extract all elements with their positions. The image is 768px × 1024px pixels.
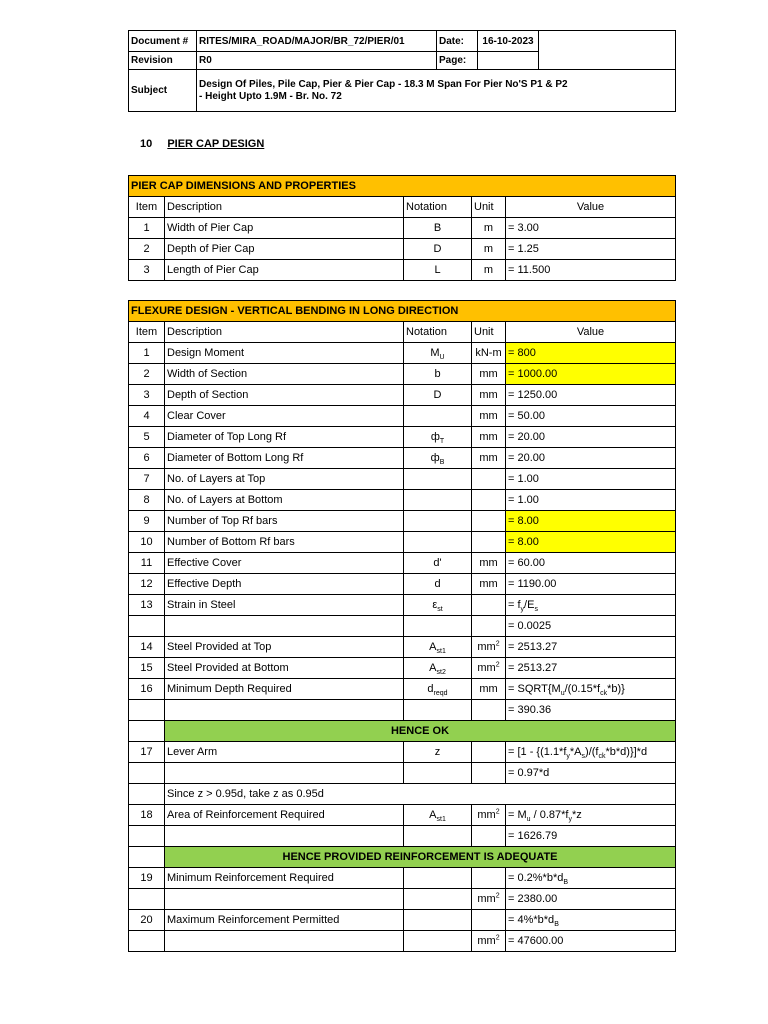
table-row (129, 658, 676, 679)
row-item: 17 (129, 742, 165, 763)
col-value: Value (506, 322, 676, 343)
notation-subscript: st (437, 605, 443, 613)
row-item: 10 (129, 532, 165, 553)
row-notation: B (404, 218, 472, 239)
blank-cell (404, 616, 472, 637)
row-value: = 8.00 (506, 532, 676, 553)
row-value: = 1000.00 (506, 364, 676, 385)
row-item: 8 (129, 490, 165, 511)
row-description: Maximum Reinforcement Permitted (165, 910, 404, 931)
blank-cell (472, 616, 506, 637)
row-notation (404, 427, 472, 448)
unit-text: mm (477, 808, 496, 821)
table-row (129, 427, 676, 448)
row-unit: mm (472, 364, 506, 385)
row-value: = 2380.00 (506, 889, 676, 910)
row-value: = 1.00 (506, 469, 676, 490)
result-row (129, 847, 676, 868)
doc-number-label: Document # (129, 31, 197, 52)
row-unit (472, 868, 506, 889)
unit-text: mm (477, 661, 496, 674)
row-unit: mm (472, 553, 506, 574)
notation-symbol: d (427, 682, 434, 695)
row-description: Minimum Depth Required (165, 679, 404, 700)
subject-line-1: Design Of Piles, Pile Cap, Pier & Pier Cap - 18.3 M Span For Pier No'S P1 & P2 (199, 78, 568, 90)
formula-part: = 0.2%*b*d (508, 871, 564, 884)
row-notation: b (404, 364, 472, 385)
row-notation (404, 868, 472, 889)
header-blank-cell (539, 31, 676, 70)
row-item: 1 (129, 218, 165, 239)
row-item: 2 (129, 364, 165, 385)
row-description: Steel Provided at Top (165, 637, 404, 658)
row-item: 13 (129, 595, 165, 616)
doc-number-value: RITES/MIRA_ROAD/MAJOR/BR_72/PIER/01 (197, 31, 437, 52)
table-row (129, 385, 676, 406)
row-notation (404, 637, 472, 658)
row-description: Number of Bottom Rf bars (165, 532, 404, 553)
col-notation: Notation (404, 322, 472, 343)
row-value: = 20.00 (506, 448, 676, 469)
row-value: = 3.00 (506, 218, 676, 239)
formula-part: *A (569, 745, 582, 758)
table-row (129, 595, 676, 616)
row-value: = 800 (506, 343, 676, 364)
formula-part: )/(f (585, 745, 599, 758)
row-unit: m (472, 260, 506, 281)
table-row-continuation (129, 826, 676, 847)
row-unit (472, 931, 506, 952)
row-description: Length of Pier Cap (165, 260, 404, 281)
formula-subscript: y (566, 752, 570, 760)
row-notation: z (404, 742, 472, 763)
notation-symbol: ε (432, 598, 438, 611)
row-unit (472, 595, 506, 616)
formula-part: / 0.87*f (530, 808, 569, 821)
unit-superscript: 2 (495, 660, 500, 668)
formula-part: *b*d)}]*d (605, 745, 648, 758)
row-description: Width of Section (165, 364, 404, 385)
row-description: Clear Cover (165, 406, 404, 427)
row-unit (472, 490, 506, 511)
row-description: Lever Arm (165, 742, 404, 763)
table-row-continuation (129, 931, 676, 952)
row-value: = 2513.27 (506, 637, 676, 658)
notation-subscript: B (439, 458, 445, 466)
row-unit: mm (472, 406, 506, 427)
formula-subscript: s (534, 605, 538, 613)
col-item: Item (129, 322, 165, 343)
table-row (129, 448, 676, 469)
row-unit: mm (472, 574, 506, 595)
col-unit: Unit (472, 322, 506, 343)
formula-part: = M (508, 808, 527, 821)
row-notation: D (404, 239, 472, 260)
formula-part: = SQRT{M (508, 682, 561, 695)
notation-symbol: ф (430, 451, 440, 464)
formula-part: = f (508, 598, 521, 611)
row-unit (472, 742, 506, 763)
row-notation: D (404, 385, 472, 406)
table-row (129, 910, 676, 931)
row-formula (506, 679, 676, 700)
row-value: = 1.25 (506, 239, 676, 260)
blank-cell (165, 889, 404, 910)
table-title: FLEXURE DESIGN - VERTICAL BENDING IN LONG DIRECTION (129, 301, 676, 322)
formula-subscript: B (554, 920, 559, 928)
row-item: 5 (129, 427, 165, 448)
unit-text: mm (477, 892, 496, 905)
blank-cell (404, 763, 472, 784)
blank-cell (129, 931, 165, 952)
notation-subscript: st2 (436, 668, 446, 676)
subject-label: Subject (129, 70, 197, 112)
row-notation (404, 805, 472, 826)
row-item: 3 (129, 260, 165, 281)
table-row (129, 239, 676, 260)
row-unit (472, 889, 506, 910)
table-row (129, 406, 676, 427)
notation-subscript: U (439, 353, 445, 361)
hence-adequate-banner: HENCE PROVIDED REINFORCEMENT IS ADEQUATE (165, 847, 676, 868)
row-value: = 0.97*d (506, 763, 676, 784)
blank-cell (404, 700, 472, 721)
note-row (129, 784, 676, 805)
row-item: 3 (129, 385, 165, 406)
revision-value: R0 (197, 52, 437, 70)
table-row (129, 469, 676, 490)
row-description: Effective Cover (165, 553, 404, 574)
row-notation (404, 679, 472, 700)
notation-subscript: reqd (433, 689, 448, 697)
row-description: Minimum Reinforcement Required (165, 868, 404, 889)
row-unit (472, 637, 506, 658)
section-title: PIER CAP DESIGN (167, 138, 265, 150)
blank-cell (165, 616, 404, 637)
row-unit: mm (472, 427, 506, 448)
formula-subscript: y (520, 605, 525, 613)
table-row (129, 868, 676, 889)
since-note: Since z > 0.95d, take z as 0.95d (165, 784, 676, 805)
row-value: = 11.500 (506, 260, 676, 281)
row-value: = 1.00 (506, 490, 676, 511)
formula-subscript: B (563, 878, 569, 886)
table-row (129, 742, 676, 763)
flexure-design-table (128, 300, 676, 952)
row-unit: mm (472, 679, 506, 700)
row-notation (404, 448, 472, 469)
blank-cell (165, 763, 404, 784)
table-row (129, 637, 676, 658)
row-formula (506, 868, 676, 889)
blank-cell (129, 763, 165, 784)
notation-symbol: ф (430, 430, 440, 443)
row-notation (404, 343, 472, 364)
subject-value (197, 70, 676, 112)
row-description: Design Moment (165, 343, 404, 364)
table-header-row (129, 197, 676, 218)
table-row (129, 260, 676, 281)
row-notation (404, 469, 472, 490)
row-value: = 8.00 (506, 511, 676, 532)
blank-cell (472, 763, 506, 784)
blank-cell (404, 826, 472, 847)
row-value: = 47600.00 (506, 931, 676, 952)
row-unit (472, 511, 506, 532)
row-notation (404, 595, 472, 616)
row-item: 6 (129, 448, 165, 469)
row-value: = 0.0025 (506, 616, 676, 637)
formula-subscript: u (560, 689, 565, 697)
blank-cell (404, 931, 472, 952)
row-unit (472, 910, 506, 931)
row-description: No. of Layers at Top (165, 469, 404, 490)
hence-ok-banner: HENCE OK (165, 721, 676, 742)
row-unit: m (472, 218, 506, 239)
section-number: 10 (140, 138, 153, 150)
row-unit (472, 469, 506, 490)
table-row-continuation (129, 700, 676, 721)
row-notation: L (404, 260, 472, 281)
blank-cell (129, 826, 165, 847)
formula-part: *z (571, 808, 582, 821)
notation-subscript: st1 (436, 647, 446, 655)
row-formula (506, 742, 676, 763)
notation-symbol: M (430, 346, 440, 359)
notation-symbol: A (429, 808, 437, 821)
result-row (129, 721, 676, 742)
col-notation: Notation (404, 197, 472, 218)
row-description: Area of Reinforcement Required (165, 805, 404, 826)
blank-cell (472, 700, 506, 721)
row-unit (472, 805, 506, 826)
row-value: = 20.00 (506, 427, 676, 448)
formula-subscript: s (581, 752, 586, 760)
revision-label: Revision (129, 52, 197, 70)
table-row (129, 490, 676, 511)
col-description: Description (165, 322, 404, 343)
row-value: = 2513.27 (506, 658, 676, 679)
formula-part: /(0.15*f (564, 682, 601, 695)
row-description: Strain in Steel (165, 595, 404, 616)
row-formula (506, 595, 676, 616)
table-row (129, 679, 676, 700)
formula-subscript: y (568, 815, 572, 823)
row-description: Diameter of Bottom Long Rf (165, 448, 404, 469)
row-item: 19 (129, 868, 165, 889)
table-row (129, 805, 676, 826)
row-description: Depth of Pier Cap (165, 239, 404, 260)
blank-cell (129, 616, 165, 637)
row-notation (404, 658, 472, 679)
col-unit: Unit (472, 197, 506, 218)
row-notation (404, 532, 472, 553)
table-row (129, 218, 676, 239)
blank-cell (165, 826, 404, 847)
table-row-continuation (129, 616, 676, 637)
row-unit (472, 532, 506, 553)
blank-cell (129, 700, 165, 721)
row-item: 14 (129, 637, 165, 658)
row-item: 12 (129, 574, 165, 595)
row-item: 2 (129, 239, 165, 260)
page-label: Page: (437, 52, 478, 70)
row-notation (404, 406, 472, 427)
formula-subscript: ck (600, 689, 608, 697)
row-item: 1 (129, 343, 165, 364)
row-description: Depth of Section (165, 385, 404, 406)
row-unit: mm (472, 385, 506, 406)
notation-subscript: st1 (436, 815, 446, 823)
row-description: Steel Provided at Bottom (165, 658, 404, 679)
blank-cell (129, 721, 165, 742)
blank-cell (165, 931, 404, 952)
blank-cell (129, 784, 165, 805)
blank-cell (165, 700, 404, 721)
row-value: = 1190.00 (506, 574, 676, 595)
table-row (129, 511, 676, 532)
row-unit (472, 658, 506, 679)
formula-part: *b)} (607, 682, 625, 695)
row-notation: d' (404, 553, 472, 574)
formula-subscript: ck (598, 752, 606, 760)
table-row (129, 532, 676, 553)
unit-text: mm (477, 934, 496, 947)
row-formula (506, 805, 676, 826)
table-row-continuation (129, 889, 676, 910)
unit-superscript: 2 (495, 807, 500, 815)
table-row-continuation (129, 763, 676, 784)
notation-symbol: A (429, 640, 437, 653)
row-description: Diameter of Top Long Rf (165, 427, 404, 448)
blank-cell (129, 889, 165, 910)
row-item: 18 (129, 805, 165, 826)
row-value: = 1626.79 (506, 826, 676, 847)
row-value: = 50.00 (506, 406, 676, 427)
unit-superscript: 2 (495, 891, 500, 899)
row-formula (506, 910, 676, 931)
row-item: 20 (129, 910, 165, 931)
row-unit: mm (472, 448, 506, 469)
formula-part: = 4%*b*d (508, 913, 555, 926)
table-row (129, 343, 676, 364)
section-heading (140, 138, 264, 150)
row-item: 11 (129, 553, 165, 574)
page-value (478, 52, 539, 70)
unit-superscript: 2 (495, 933, 500, 941)
table-title: PIER CAP DIMENSIONS AND PROPERTIES (129, 176, 676, 197)
row-notation: d (404, 574, 472, 595)
row-unit: kN-m (472, 343, 506, 364)
blank-cell (472, 826, 506, 847)
document-header-table (128, 30, 676, 112)
col-value: Value (506, 197, 676, 218)
row-description: Effective Depth (165, 574, 404, 595)
row-notation (404, 511, 472, 532)
blank-cell (129, 847, 165, 868)
row-item: 15 (129, 658, 165, 679)
row-description: Number of Top Rf bars (165, 511, 404, 532)
formula-part: /E (524, 598, 535, 611)
table-header-row (129, 322, 676, 343)
col-item: Item (129, 197, 165, 218)
unit-superscript: 2 (495, 639, 500, 647)
subject-line-2: - Height Upto 1.9M - Br. No. 72 (199, 90, 342, 102)
notation-subscript: T (439, 437, 445, 445)
formula-part: = [1 - {(1.1*f (508, 745, 567, 758)
unit-text: mm (477, 640, 496, 653)
row-item: 16 (129, 679, 165, 700)
col-description: Description (165, 197, 404, 218)
date-value: 16-10-2023 (478, 31, 539, 52)
row-notation (404, 490, 472, 511)
row-description: Width of Pier Cap (165, 218, 404, 239)
row-unit: m (472, 239, 506, 260)
row-description: No. of Layers at Bottom (165, 490, 404, 511)
blank-cell (404, 889, 472, 910)
formula-subscript: u (526, 815, 531, 823)
pier-cap-dimensions-table (128, 175, 676, 281)
row-item: 4 (129, 406, 165, 427)
row-value: = 390.36 (506, 700, 676, 721)
table-row (129, 574, 676, 595)
row-value: = 60.00 (506, 553, 676, 574)
table-row (129, 364, 676, 385)
table-row (129, 553, 676, 574)
row-item: 7 (129, 469, 165, 490)
row-item: 9 (129, 511, 165, 532)
date-label: Date: (437, 31, 478, 52)
notation-symbol: A (429, 661, 437, 674)
row-notation (404, 910, 472, 931)
row-value: = 1250.00 (506, 385, 676, 406)
